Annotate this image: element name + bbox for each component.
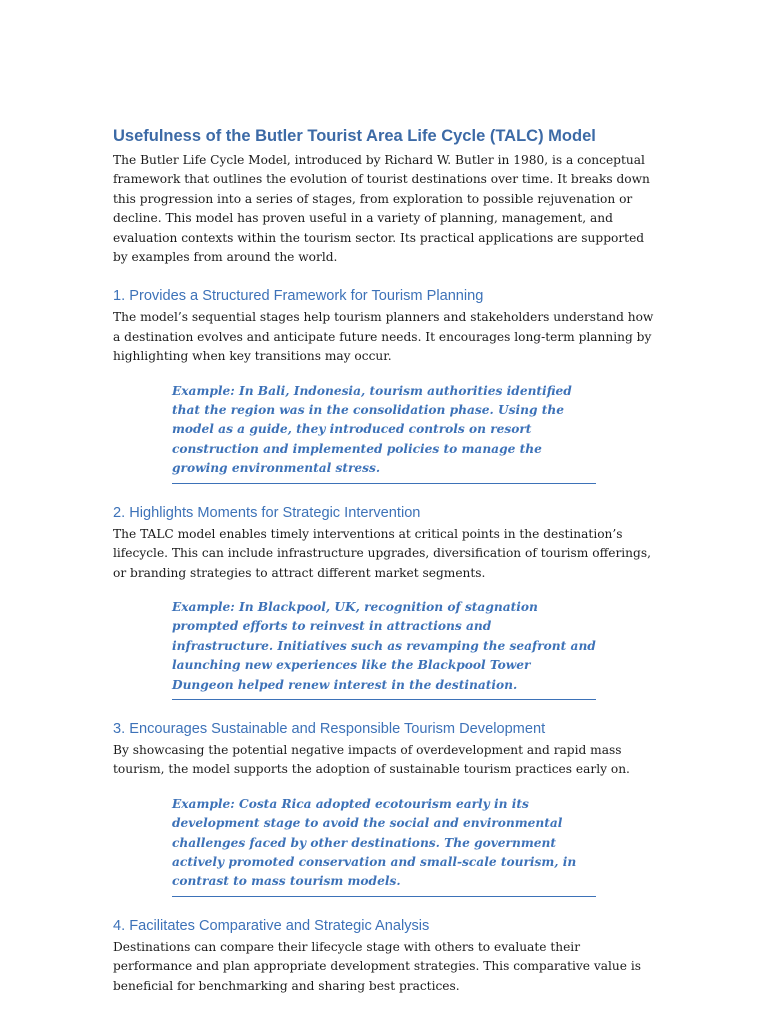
section-1-example: Example: In Bali, Indonesia, tourism authorities identified that the region was in the consolidation phase. Using the model as a guide, they introduced controls on resort construction and implemented policies to manage the growing environmental stress. [172, 382, 596, 484]
section-2-heading: 2. Highlights Moments for Strategic Intervention [113, 504, 421, 521]
section-2-example: Example: In Blackpool, UK, recognition of stagnation prompted efforts to reinvest in attractions and infrastructure. Initiatives such as revamping the seafront and launching new experiences like the Blackpool Tower Dungeon helped renew interest in the destination. [172, 598, 596, 700]
document-body [113, 126, 658, 996]
section-3-body: By showcasing the potential negative impacts of overdevelopment and rapid mass tourism, the model supports the adoption of sustainable tourism practices early on. [113, 742, 630, 777]
section-2-body: The TALC model enables timely interventions at critical points in the destination’s lifecycle. This can include infrastructure upgrades, diversification of tourism offerings, or branding strategies to attract different market segments. [113, 526, 651, 580]
document-title: Usefulness of the Butler Tourist Area Life Cycle (TALC) Model [113, 127, 596, 145]
section-3-heading: 3. Encourages Sustainable and Responsible Tourism Development [113, 720, 546, 737]
section-4-heading: 4. Facilitates Comparative and Strategic Analysis [113, 917, 430, 934]
section-4-body: Destinations can compare their lifecycle stage with others to evaluate their performance and plan appropriate development strategies. This comparative value is beneficial for benchmarking and sharing best practices. [113, 939, 641, 993]
intro-paragraph: The Butler Life Cycle Model, introduced by Richard W. Butler in 1980, is a conceptual framework that outlines the evolution of tourist destinations over time. It breaks down this progression into a series of stages, from exploration to possible rejuvenation or decline. This model has proven useful in a variety of planning, management, and evaluation contexts within the tourism sector. Its practical applications are supported by examples from around the world. [113, 153, 650, 265]
section-3-example: Example: Costa Rica adopted ecotourism early in its development stage to avoid the social and environmental challenges faced by other destinations. The government actively promoted conservation and small-scale tourism, in contrast to mass tourism models. [172, 795, 596, 897]
section-1-body: The model’s sequential stages help tourism planners and stakeholders understand how a destination evolves and anticipate future needs. It encourages long-term planning by highlighting when key transitions may occur. [113, 310, 654, 364]
section-1-heading: 1. Provides a Structured Framework for Tourism Planning [113, 288, 484, 305]
